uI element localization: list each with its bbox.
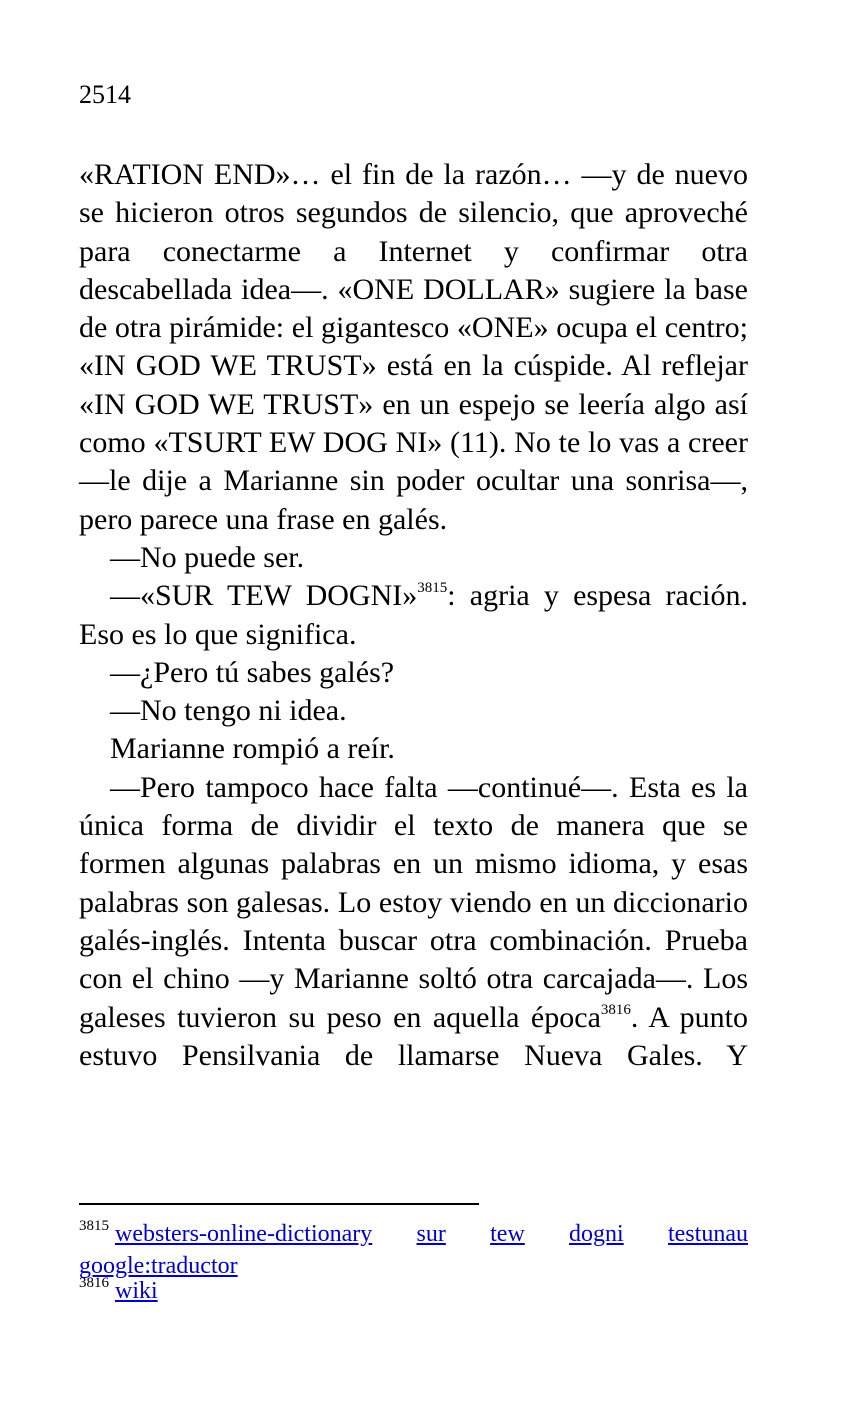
paragraph: «RATION END»… el fin de la razón… —y de nuevo se hicieron otros segundos de silencio, que aproveché para conectarme a Internet y confirmar otra descabellada idea—. «ONE DOLLAR» sugiere la base de otra pirámide: el gigantesco «ONE» ocupa el centro; «IN GOD WE TRUST» está en la cúspide. Al reflejar «IN GOD WE TRUST» en un espejo se leería algo así como «TSURT EW DOG NI» (11). No te lo vas a creer —le dije a Marianne sin poder ocultar una sonrisa—, pero parece una frase en galés. [79,158,748,536]
footnote-link[interactable]: sur [416,1221,446,1247]
body-text [79,156,748,1075]
paragraph [79,577,748,654]
footnote-link[interactable]: websters-online-dictionary [115,1221,373,1247]
paragraph-text: —Pero tampoco hace falta —continué—. Esta es la única forma de dividir el texto de manera que se formen algunas palabras en un mismo idioma, y esas palabras son galesas. Lo estoy viendo en un diccionario galés-inglés. Intenta buscar otra combinación. Prueba con el chino —y Marianne soltó otra carcajada—. Los galeses tuvieron su peso en aquella época [79,770,748,1034]
footnote-number: 3815 [79,1218,109,1234]
page-number: 2514 [79,80,131,109]
paragraph-text: . A punto estuvo Pensilvania de llamarse Nueva Gales. Y [79,1000,748,1072]
footnote-3815 [79,1220,748,1252]
footnote-separator [79,1203,479,1205]
footnote-reference[interactable]: 3815 [417,580,448,597]
paragraph: Marianne rompió a reír. [110,732,395,766]
footnote-link[interactable]: wiki [115,1278,158,1304]
footnote-first-link-group [79,1220,372,1252]
paragraph-text: —«SUR TEW DOGNI» [110,579,418,613]
paragraph-text: : agria y espesa ración. Eso es lo que significa. [79,579,748,651]
paragraph: —¿Pero tú sabes galés? [110,655,395,689]
footnote-number: 3816 [79,1275,109,1291]
footnote-link[interactable]: testunau [667,1221,748,1247]
paragraph: —No puede ser. [110,540,305,574]
paragraph [79,769,748,1075]
footnote-link[interactable]: tew [490,1221,525,1247]
footnote-link[interactable]: dogni [569,1221,624,1247]
footnote-reference[interactable]: 3816 [600,1001,631,1018]
footnote-3816 [79,1277,748,1309]
footnote-link[interactable]: google:traductor [79,1253,238,1279]
paragraph: —No tengo ni idea. [110,694,347,728]
footnotes [79,1220,748,1309]
